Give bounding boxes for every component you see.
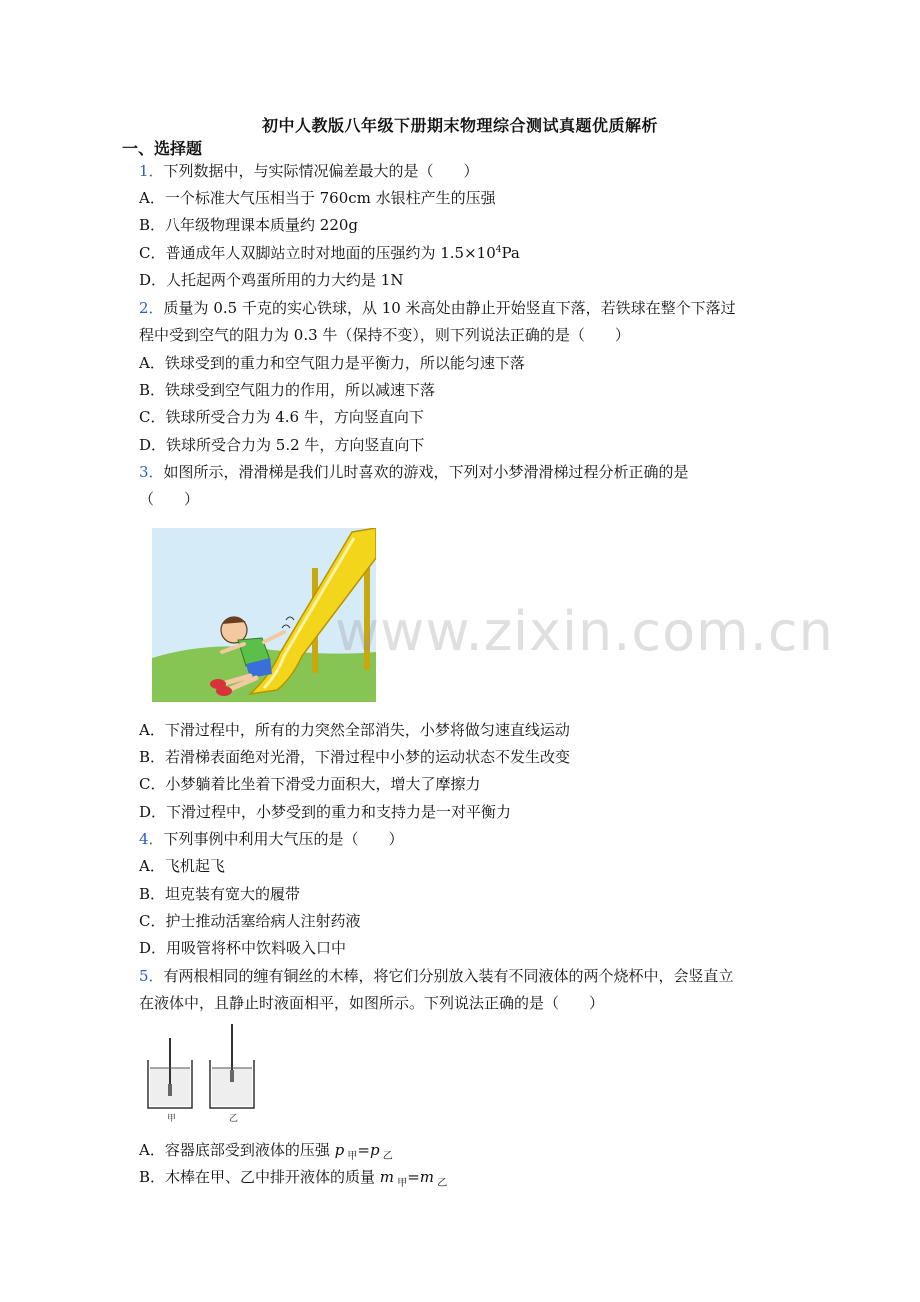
question-5-stem-cont: 在液体中，且静止时液面相平，如图所示。下列说法正确的是（ ） xyxy=(139,994,605,1012)
question-1-stem xyxy=(139,160,479,181)
subscript: 甲 xyxy=(344,1151,358,1162)
q4-option-a: A．飞机起飞 xyxy=(139,857,225,875)
subscript: 乙 xyxy=(434,1178,448,1189)
question-number: 5． xyxy=(139,967,164,985)
q3-option-a: A．下滑过程中，所有的力突然全部消失，小梦将做匀速直线运动 xyxy=(139,721,570,739)
option-text: C．普通成年人双脚站立时对地面的压强约为 1.5×10 xyxy=(139,244,496,262)
question-number: 4． xyxy=(139,830,164,848)
document-title: 初中人教版八年级下册期末物理综合测试真题优质解析 xyxy=(261,116,658,135)
var-p: p xyxy=(369,1141,380,1159)
child-shoe xyxy=(216,686,232,696)
section-heading: 一、选择题 xyxy=(122,139,203,158)
q2-option-c: C．铁球所受合力为 4.6 牛，方向竖直向下 xyxy=(139,408,424,426)
q2-option-d: D．铁球所受合力为 5.2 牛，方向竖直向下 xyxy=(139,436,425,454)
subscript: 乙 xyxy=(379,1151,393,1162)
option-text: B．木棒在甲、乙中排开液体的质量 xyxy=(139,1168,380,1186)
var-p: p xyxy=(334,1141,345,1159)
beakers-illustration xyxy=(140,1022,272,1126)
question-3-stem-cont: （ ） xyxy=(139,490,200,508)
equals: = xyxy=(407,1168,420,1186)
q3-option-c: C．小梦躺着比坐着下滑受力面积大，增大了摩擦力 xyxy=(139,775,481,793)
question-3-stem xyxy=(139,461,689,482)
question-4-stem xyxy=(139,828,404,849)
q5-option-a xyxy=(139,1139,393,1162)
q4-option-d: D．用吸管将杯中饮料吸入口中 xyxy=(139,939,347,957)
equals: = xyxy=(357,1141,370,1159)
option-unit: Pa xyxy=(501,244,520,262)
copper-wire-jia xyxy=(168,1084,172,1096)
q1-option-c xyxy=(139,242,520,263)
q1-option-b: B．八年级物理课本质量约 220g xyxy=(139,216,359,234)
var-m: m xyxy=(419,1168,435,1186)
label-jia: 甲 xyxy=(167,1114,177,1124)
q4-option-c: C．护士推动活塞给病人注射药液 xyxy=(139,912,361,930)
question-number: 2． xyxy=(139,299,164,317)
stem-text: 如图所示，滑滑梯是我们儿时喜欢的游戏，下列对小梦滑滑梯过程分析正确的是 xyxy=(163,463,689,481)
q1-option-a: A．一个标准大气压相当于 760cm 水银柱产生的压强 xyxy=(139,189,496,207)
q1-option-d: D．人托起两个鸡蛋所用的力大约是 1N xyxy=(139,271,404,289)
q2-option-b: B．铁球受到空气阻力的作用，所以减速下落 xyxy=(139,381,436,399)
stem-text: 下列数据中，与实际情况偏差最大的是（ ） xyxy=(163,162,479,180)
var-m: m xyxy=(379,1168,395,1186)
q2-option-a: A．铁球受到的重力和空气阻力是平衡力，所以能匀速下落 xyxy=(139,354,525,372)
q5-option-b xyxy=(139,1166,447,1189)
q3-option-b: B．若滑梯表面绝对光滑，下滑过程中小梦的运动状态不发生改变 xyxy=(139,748,571,766)
watermark: www.zixin.com.cn xyxy=(335,600,834,663)
question-number: 3． xyxy=(139,463,164,481)
copper-wire-yi xyxy=(230,1070,234,1082)
question-2-stem-cont: 程中受到空气的阻力为 0.3 牛（保持不变），则下列说法正确的是（ ） xyxy=(139,326,630,344)
stem-text: 有两根相同的缠有铜丝的木棒，将它们分别放入装有不同液体的两个烧杯中，会竖直立 xyxy=(163,967,734,985)
question-number: 1． xyxy=(139,162,164,180)
option-text: A．容器底部受到液体的压强 xyxy=(139,1141,335,1159)
stem-text: 下列事例中利用大气压的是（ ） xyxy=(163,830,404,848)
superscript: 4 xyxy=(495,245,502,255)
stem-text: 质量为 0.5 千克的实心铁球，从 10 米高处由静止开始竖直下落，若铁球在整个下落过 xyxy=(163,299,736,317)
subscript: 甲 xyxy=(394,1178,408,1189)
q4-option-b: B．坦克装有宽大的履带 xyxy=(139,885,301,903)
q3-option-d: D．下滑过程中，小梦受到的重力和支持力是一对平衡力 xyxy=(139,803,512,821)
question-2-stem xyxy=(139,297,736,318)
question-5-stem xyxy=(139,965,734,986)
label-yi: 乙 xyxy=(229,1114,239,1124)
